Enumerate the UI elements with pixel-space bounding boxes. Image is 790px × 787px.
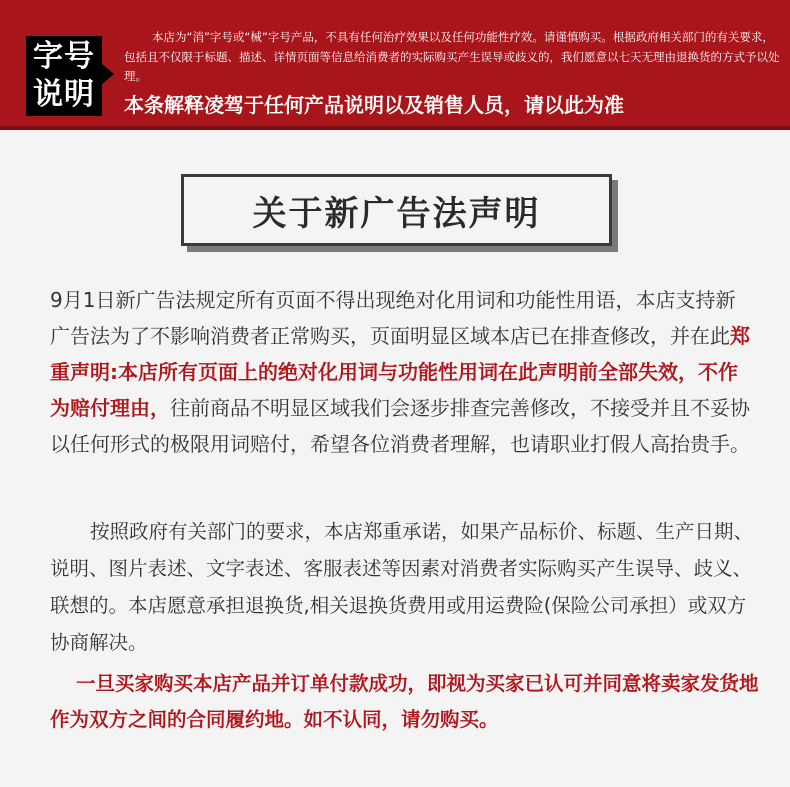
arrow-right-icon — [102, 64, 114, 84]
commitment-paragraph: 按照政府有关部门的要求，本店郑重承诺，如果产品标价、标题、生产日期、说明、图片表述、文字表述、客服表述等因素对消费者实际购买产生误导、歧义、联想的。本店愿意承担退换货,相关退换货费用或用运费险(保险公司承担）或双方协商解决。 — [50, 520, 754, 654]
title-box — [181, 174, 612, 246]
statement-intro: 9月1日新广告法规定所有页面不得出现绝对化用词和功能性用语，本店支持新广告法为了不影响消费者正常购买，页面明显区域本店已在排查修改，并在此 — [50, 288, 736, 348]
badge-line-2: 说明 — [33, 77, 95, 112]
page-title: 关于新广告法声明 — [252, 193, 541, 234]
banner-notice-text: 本店为“消”字号或“械”字号产品，不具有任何治疗效果以及任何功能性疗效。请谨慎购买。根据政府相关部门的有关要求，包括且不仅限于标题、描述、详情页面等信息给消费者的实际购买产生误导或歧义的，我们愿意以七天无理由退换货的方式予以处理。 — [124, 30, 780, 83]
banner-override-statement: 本条解释凌驾于任何产品说明以及销售人员，请以此为准 — [124, 93, 624, 117]
banner-divider — [0, 126, 790, 130]
badge-line-1: 字号 — [33, 39, 95, 74]
purchase-agreement-paragraph: 一旦买家购买本店产品并订单付款成功，即视为买家已认可并同意将卖家发货地作为双方之间的合同履约地。如不认同，请勿购买。 — [50, 672, 759, 731]
statement-paragraph — [50, 282, 750, 462]
font-notice-badge — [26, 36, 102, 116]
statement-highlight: 郑重声明:本店所有页面上的绝对化用词与功能性用词在此声明前全部失效，不作为赔付理由， — [50, 324, 750, 420]
statement-rest: 往前商品不明显区域我们会逐步排查完善修改，不接受并且不妥协以任何形式的极限用词赔付，希望各位消费者理解，也请职业打假人高抬贵手。 — [50, 396, 750, 456]
